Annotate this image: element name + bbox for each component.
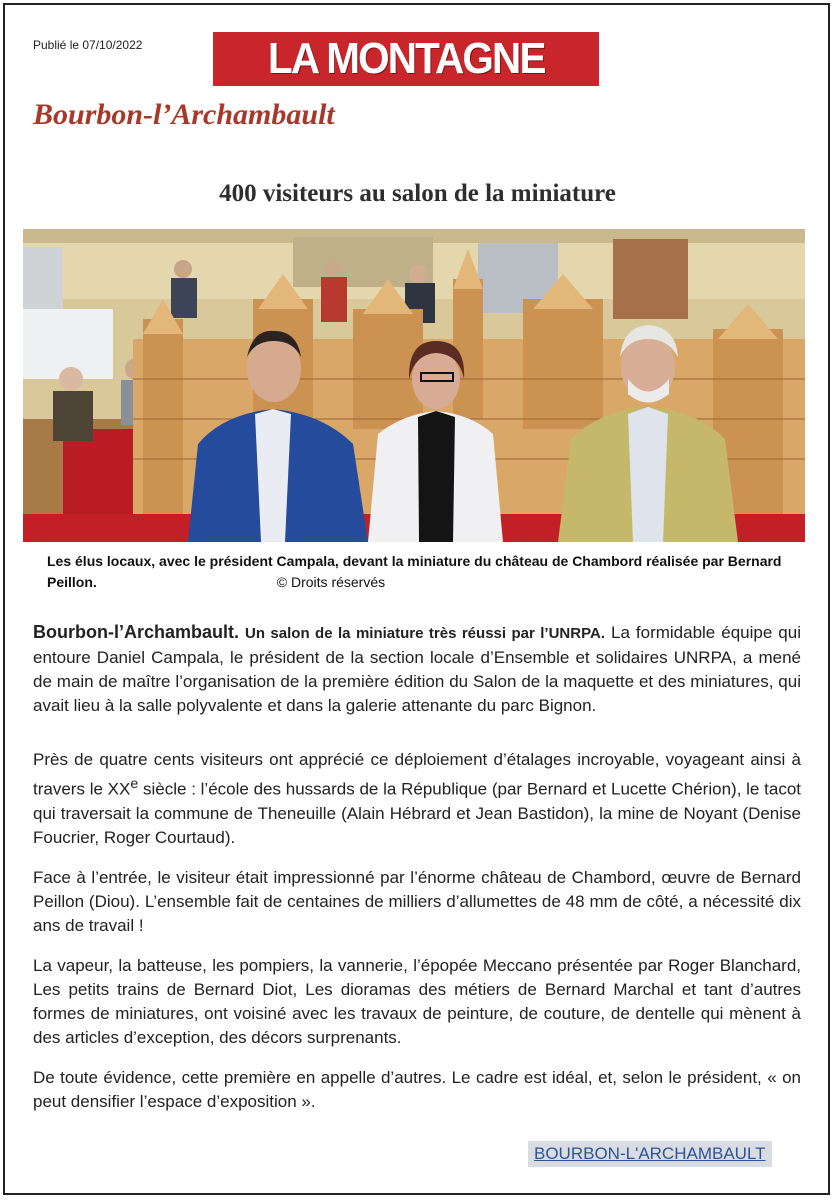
photo-illustration — [23, 229, 805, 542]
article-headline: 400 visiteurs au salon de la miniature — [219, 180, 616, 207]
caption-text: Les élus locaux, avec le président Campala, devant la miniature du château de Chambord réalisée par Bernard Peillon. — [47, 553, 782, 590]
paragraph-2-text-a: Près de quatre cents visiteurs ont apprécié ce déploiement d’étalages incroyable, voyageant ainsi à travers le XX — [33, 750, 801, 799]
category-tag[interactable] — [528, 1141, 772, 1167]
town-title: Bourbon-l’Archambault — [33, 98, 335, 131]
newspaper-logo — [213, 32, 599, 86]
photo-caption — [47, 551, 807, 593]
century-superscript: e — [130, 776, 139, 792]
publish-date: Publié le 07/10/2022 — [33, 38, 143, 52]
lead-summary: Un salon de la miniature très réussi par l’UNRPA. — [245, 625, 605, 642]
article-body — [33, 620, 801, 1130]
paragraph-1-text: La formidable équipe qui entoure Daniel Campala, le président de la section locale d’Ensemble et solidaires UNRPA, a mené de main de maître l’organisation de la première édition du Salon de la maquette et des miniatures, qui avait lieu à la salle polyvalente et dans la galerie attenante du parc Bignon. — [33, 623, 801, 715]
paragraph-1 — [33, 620, 801, 718]
paragraph-2-text-b: siècle : l’école des hussards de la République (par Bernard et Lucette Chérion), le tacot qui traversait la commune de Theneuille (Alain Hébrard et Jean Bastidon), la mine de Noyant (Denise Foucrier, Roger Courtaud). — [33, 779, 801, 847]
article-photo — [23, 229, 805, 542]
paragraph-3: Face à l’entrée, le visiteur était impressionné par l’énorme château de Chambord, œuvre de Bernard Peillon (Diou). L’ensemble fait de centaines de milliers d’allumettes de 48 mm de côté, a nécessité dix ans de travail ! — [33, 867, 801, 935]
lead-town: Bourbon-l’Archambault. — [33, 622, 239, 642]
category-tag-link[interactable]: BOURBON-L'ARCHAMBAULT — [534, 1144, 766, 1163]
paragraph-2 — [33, 748, 801, 850]
logo-text: LA MONTAGNE — [267, 34, 545, 83]
paragraph-5: De toute évidence, cette première en appelle d’autres. Le cadre est idéal, et, selon le président, « on peut densifier l’espace d’exposition ». — [33, 1067, 801, 1111]
paragraph-4: La vapeur, la batteuse, les pompiers, la vannerie, l’épopée Meccano présentée par Roger Blanchard, Les petits trains de Bernard Diot, Les dioramas des métiers de Bernard Marchal et tant d’autres formes de miniatures, ont voisiné avec les travaux de peinture, de couture, de dentelle qui mènent à des articles d’exception, des décors surprenants. — [33, 955, 801, 1047]
caption-rights: © Droits réservés — [276, 574, 386, 590]
